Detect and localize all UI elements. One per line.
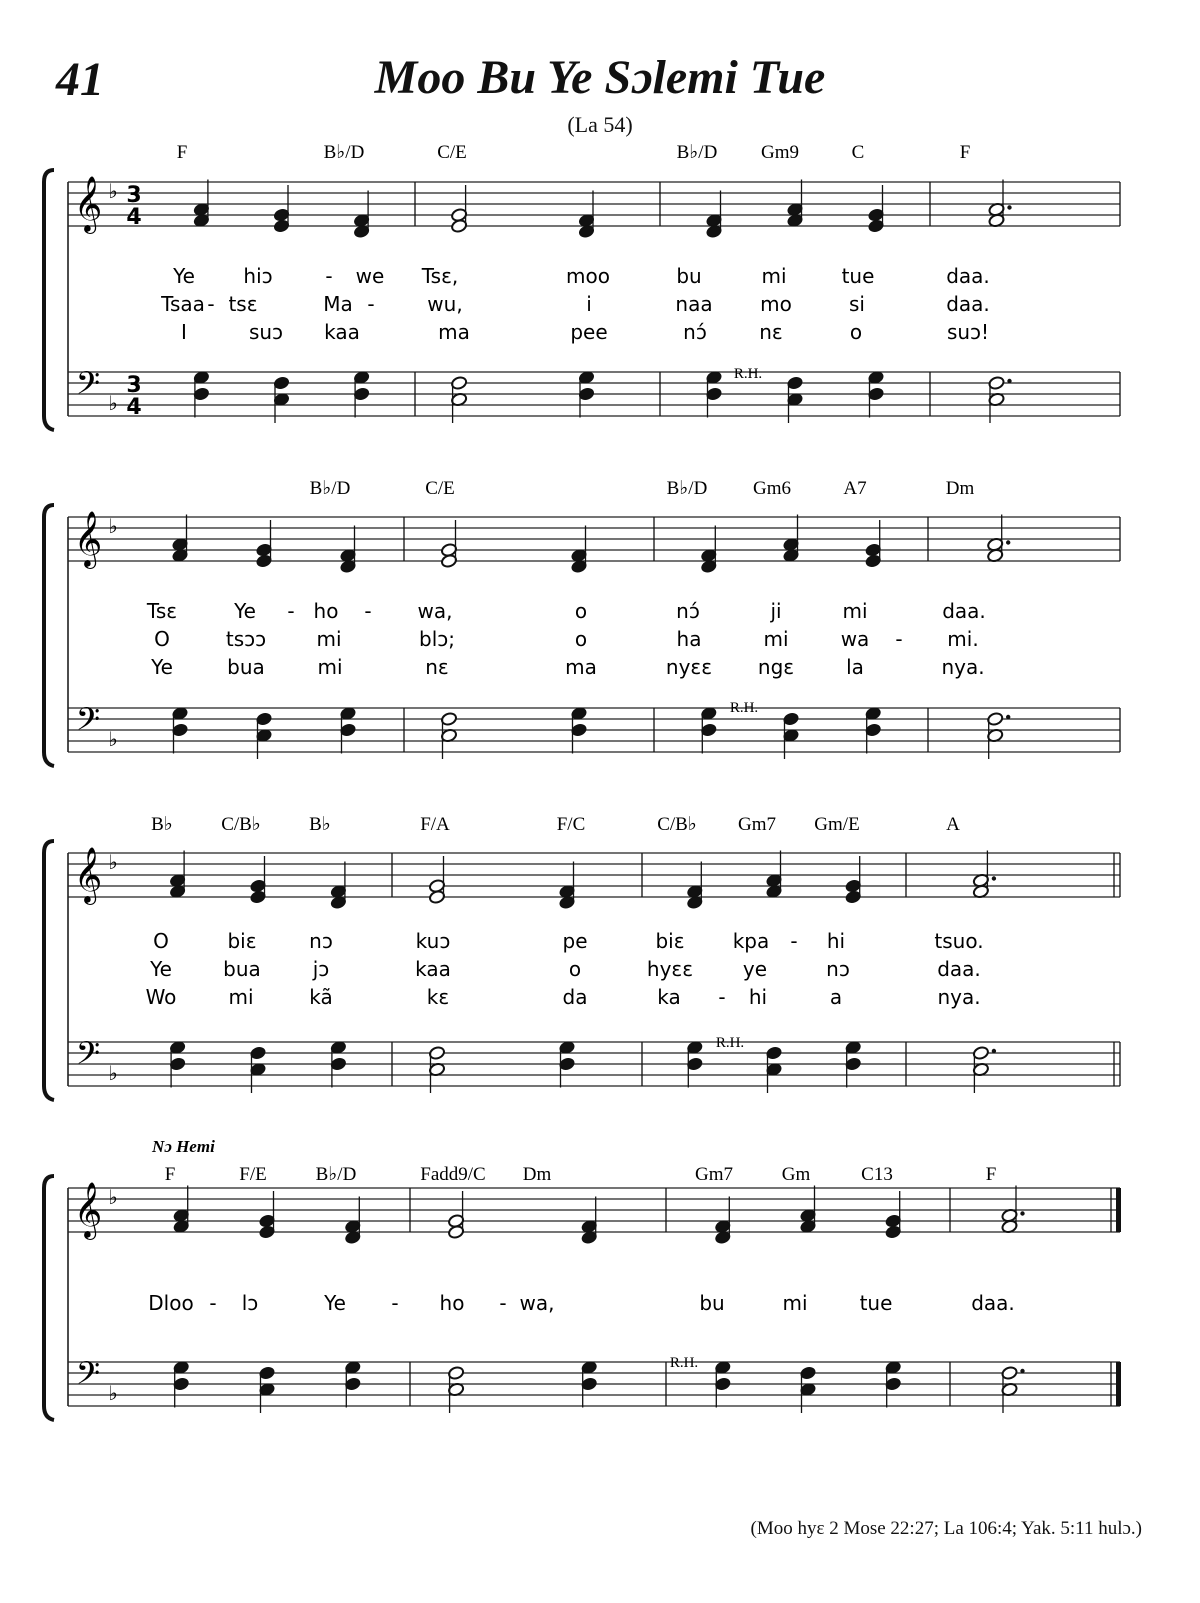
right-hand-marking: R.H.	[669, 1355, 699, 1371]
lyric-syllable: jɔ	[312, 957, 330, 981]
chord-symbol: Fadd9/C	[420, 1164, 486, 1185]
lyric-syllable: bua	[223, 957, 261, 981]
chord-symbol: F	[985, 1164, 997, 1185]
treble-staff	[68, 853, 1120, 897]
time-signature-bottom: 4	[126, 395, 142, 420]
lyric-syllable: daa.	[946, 264, 990, 288]
lyric-syllable: da	[562, 985, 588, 1009]
lyric-syllable: I	[181, 320, 187, 344]
lyric-syllable: -	[367, 292, 375, 316]
lyric-syllable: ma	[438, 320, 470, 344]
lyric-syllable: kaa	[324, 320, 360, 344]
lyric-syllable: mi	[317, 655, 343, 679]
bass-staff	[68, 372, 1120, 416]
lyric-syllable: daa.	[942, 599, 986, 623]
lyric-syllable: mi.	[947, 627, 979, 651]
lyric-syllable: Ye	[234, 599, 256, 623]
lyric-syllable: Ye	[173, 264, 195, 288]
chord-symbol: Dm	[522, 1164, 552, 1185]
chord-symbol: C/E	[437, 142, 467, 163]
lyric-syllable: blɔ;	[419, 627, 455, 651]
lyric-syllable: mi	[316, 627, 342, 651]
lyric-syllable: -	[209, 1291, 217, 1315]
time-signature-top: 3	[126, 373, 142, 398]
lyric-syllable: mi	[763, 627, 789, 651]
key-flat-icon: ♭	[108, 514, 118, 538]
lyric-syllable: tsuo.	[934, 929, 984, 953]
lyric-syllable: ho	[439, 1291, 465, 1315]
lyric-syllable: mi	[782, 1291, 808, 1315]
chord-symbol: Gm/E	[814, 814, 860, 835]
lyric-syllable: -	[391, 1291, 399, 1315]
chord-symbol: B♭/D	[315, 1164, 357, 1185]
lyric-syllable: mi	[842, 599, 868, 623]
system-bracket	[44, 505, 54, 766]
section-label: Nɔ Hemi	[152, 1137, 215, 1156]
right-hand-marking: R.H.	[715, 1035, 745, 1051]
lyric-syllable: nɔ́	[676, 599, 700, 623]
lyric-syllable: Tsɛ,	[421, 264, 459, 288]
lyric-syllable: nyɛɛ	[665, 655, 713, 679]
dot	[1007, 379, 1011, 383]
lyric-syllable: Ye	[151, 655, 173, 679]
dot	[992, 1049, 996, 1053]
chord-symbol: B♭/D	[666, 478, 708, 499]
right-hand-marking: R.H.	[729, 700, 759, 716]
lyric-syllable: daa.	[937, 957, 981, 981]
lyric-syllable: bua	[227, 655, 265, 679]
bass-clef-icon: 𝄢	[75, 1355, 101, 1399]
lyric-syllable: Tsɛ	[146, 599, 178, 623]
lyric-syllable: suɔ!	[946, 320, 990, 344]
bass-staff	[68, 708, 1120, 752]
lyric-syllable: nɛ	[425, 655, 449, 679]
lyric-syllable: moo	[566, 264, 610, 288]
psalm-reference: (La 54)	[567, 112, 633, 137]
lyric-syllable: biɛ	[655, 929, 685, 953]
key-flat-icon: ♭	[108, 1381, 118, 1405]
lyric-syllable: la	[846, 655, 864, 679]
chord-symbol: B♭/D	[676, 142, 718, 163]
lyric-syllable: -	[364, 599, 372, 623]
lyric-syllable: Wo	[145, 985, 177, 1009]
bass-staff	[68, 1042, 1120, 1086]
lyric-syllable: -	[718, 985, 726, 1009]
lyric-syllable: hi	[826, 929, 846, 953]
hymn-number: 41	[56, 53, 104, 106]
lyric-syllable: hyɛɛ	[646, 957, 694, 981]
lyric-syllable: bu	[676, 264, 702, 288]
chord-symbol: Gm7	[695, 1164, 733, 1185]
chord-symbol: Gm6	[753, 478, 791, 499]
dot	[992, 876, 996, 880]
lyric-syllable: Ye	[324, 1291, 346, 1315]
lyric-syllable: nɛ	[759, 320, 783, 344]
lyric-syllable: Ye	[150, 957, 172, 981]
lyric-syllable: o	[574, 599, 588, 623]
lyric-syllable: tsɛ	[228, 292, 258, 316]
key-flat-icon: ♭	[108, 179, 118, 203]
dot	[1006, 715, 1010, 719]
lyric-syllable: Tsaa	[161, 292, 205, 316]
dot	[1007, 205, 1011, 209]
chord-symbol: B♭/D	[323, 142, 365, 163]
lyric-syllable: nya.	[941, 655, 985, 679]
lyric-syllable: nɔ	[826, 957, 850, 981]
bass-clef-icon: 𝄢	[75, 365, 101, 409]
chord-symbol: C/E	[425, 478, 455, 499]
lyric-syllable: suɔ	[248, 320, 284, 344]
lyric-syllable: nɔ	[309, 929, 333, 953]
chord-symbol: B♭	[309, 814, 331, 835]
treble-clef-icon: 𝄞	[73, 1182, 103, 1238]
dot	[1006, 540, 1010, 544]
time-signature-bottom: 4	[126, 205, 142, 230]
lyric-syllable: kpa	[732, 929, 770, 953]
key-flat-icon: ♭	[108, 727, 118, 751]
lyric-syllable: kã	[309, 985, 333, 1009]
lyric-syllable: wa,	[519, 1291, 555, 1315]
lyric-syllable: -	[895, 627, 903, 651]
lyric-syllable: o	[849, 320, 863, 344]
lyric-syllable: o	[574, 627, 588, 651]
lyric-syllable: bu	[699, 1291, 725, 1315]
dot	[1020, 1211, 1024, 1215]
treble-clef-icon: 𝄞	[73, 847, 103, 903]
lyric-syllable: nya.	[937, 985, 981, 1009]
right-hand-marking: R.H.	[733, 366, 763, 382]
chord-symbol: C	[851, 142, 865, 163]
chord-symbol: F/A	[420, 814, 450, 835]
lyric-syllable: nɔ́	[683, 320, 707, 344]
lyric-syllable: kaa	[415, 957, 451, 981]
lyric-syllable: hiɔ	[243, 264, 273, 288]
chord-symbol: F	[164, 1164, 176, 1185]
lyric-syllable: tue	[841, 264, 875, 288]
chord-symbol: F/E	[239, 1164, 267, 1185]
key-flat-icon: ♭	[108, 1061, 118, 1085]
chord-symbol: B♭/D	[309, 478, 351, 499]
lyric-syllable: ho	[313, 599, 339, 623]
lyric-syllable: si	[849, 292, 865, 316]
dot	[1020, 1369, 1024, 1373]
lyric-syllable: -	[790, 929, 798, 953]
lyric-syllable: O	[153, 929, 169, 953]
treble-clef-icon: 𝄞	[73, 176, 103, 232]
lyric-syllable: mi	[761, 264, 787, 288]
chord-symbol: B♭	[151, 814, 173, 835]
chord-symbol: A	[946, 814, 960, 835]
lyric-syllable: -	[207, 292, 215, 316]
lyric-syllable: -	[325, 264, 333, 288]
system-bracket	[44, 1176, 54, 1420]
system-bracket	[44, 841, 54, 1100]
lyric-syllable: we	[355, 264, 385, 288]
lyric-syllable: pe	[562, 929, 588, 953]
bass-clef-icon: 𝄢	[75, 701, 101, 745]
lyric-syllable: kuɔ	[415, 929, 451, 953]
lyric-syllable: -	[287, 599, 295, 623]
chord-symbol: C/B♭	[657, 814, 697, 835]
lyric-syllable: ma	[565, 655, 597, 679]
treble-clef-icon: 𝄞	[73, 511, 103, 567]
chord-symbol: Gm7	[738, 814, 776, 835]
chord-symbol: Dm	[945, 478, 975, 499]
chord-symbol: F	[176, 142, 188, 163]
final-barline-heavy	[1116, 1362, 1121, 1406]
lyric-syllable: ye	[742, 957, 768, 981]
chord-symbol: A7	[843, 478, 867, 499]
lyric-syllable: a	[829, 985, 843, 1009]
hymn-title: Moo Bu Ye Sɔlemi Tue	[374, 51, 826, 104]
lyric-syllable: lɔ	[241, 1291, 259, 1315]
scripture-references: (Moo hyɛ 2 Mose 22:27; La 106:4; Yak. 5:11 hulɔ.)	[750, 1518, 1142, 1539]
lyric-syllable: Dloo	[148, 1291, 194, 1315]
lyric-syllable: ka	[657, 985, 681, 1009]
lyric-syllable: tue	[859, 1291, 893, 1315]
lyric-syllable: mo	[760, 292, 792, 316]
lyric-syllable: kɛ	[426, 985, 450, 1009]
bass-clef-icon: 𝄢	[75, 1035, 101, 1079]
lyric-syllable: ha	[676, 627, 702, 651]
lyric-syllable: wu,	[427, 292, 463, 316]
lyric-syllable: O	[154, 627, 170, 651]
key-flat-icon: ♭	[108, 1185, 118, 1209]
lyric-syllable: hi	[748, 985, 768, 1009]
lyric-syllable: wa	[840, 627, 870, 651]
lyric-syllable: Ma	[323, 292, 353, 316]
chord-symbol: F/C	[556, 814, 586, 835]
time-signature-top: 3	[126, 183, 142, 208]
lyric-syllable: naa	[675, 292, 713, 316]
treble-staff	[68, 517, 1120, 561]
chord-symbol: C/B♭	[221, 814, 261, 835]
chord-symbol: Gm9	[761, 142, 799, 163]
lyric-syllable: daa.	[946, 292, 990, 316]
lyric-syllable: o	[568, 957, 582, 981]
chord-symbol: F	[959, 142, 971, 163]
lyric-syllable: -	[499, 1291, 507, 1315]
lyric-syllable: i	[586, 292, 592, 316]
final-barline-heavy	[1116, 1188, 1121, 1232]
key-flat-icon: ♭	[108, 391, 118, 415]
lyric-syllable: mi	[228, 985, 254, 1009]
lyric-syllable: biɛ	[227, 929, 257, 953]
chord-symbol: Gm	[781, 1164, 811, 1185]
key-flat-icon: ♭	[108, 850, 118, 874]
lyric-syllable: wa,	[417, 599, 453, 623]
lyric-syllable: pee	[570, 320, 608, 344]
lyric-syllable: ngɛ	[757, 655, 795, 679]
lyric-syllable: daa.	[971, 1291, 1015, 1315]
lyric-syllable: ji	[770, 599, 782, 623]
chord-symbol: C13	[861, 1164, 893, 1185]
lyric-syllable: tsɔɔ	[225, 627, 267, 651]
system-bracket	[44, 170, 54, 430]
